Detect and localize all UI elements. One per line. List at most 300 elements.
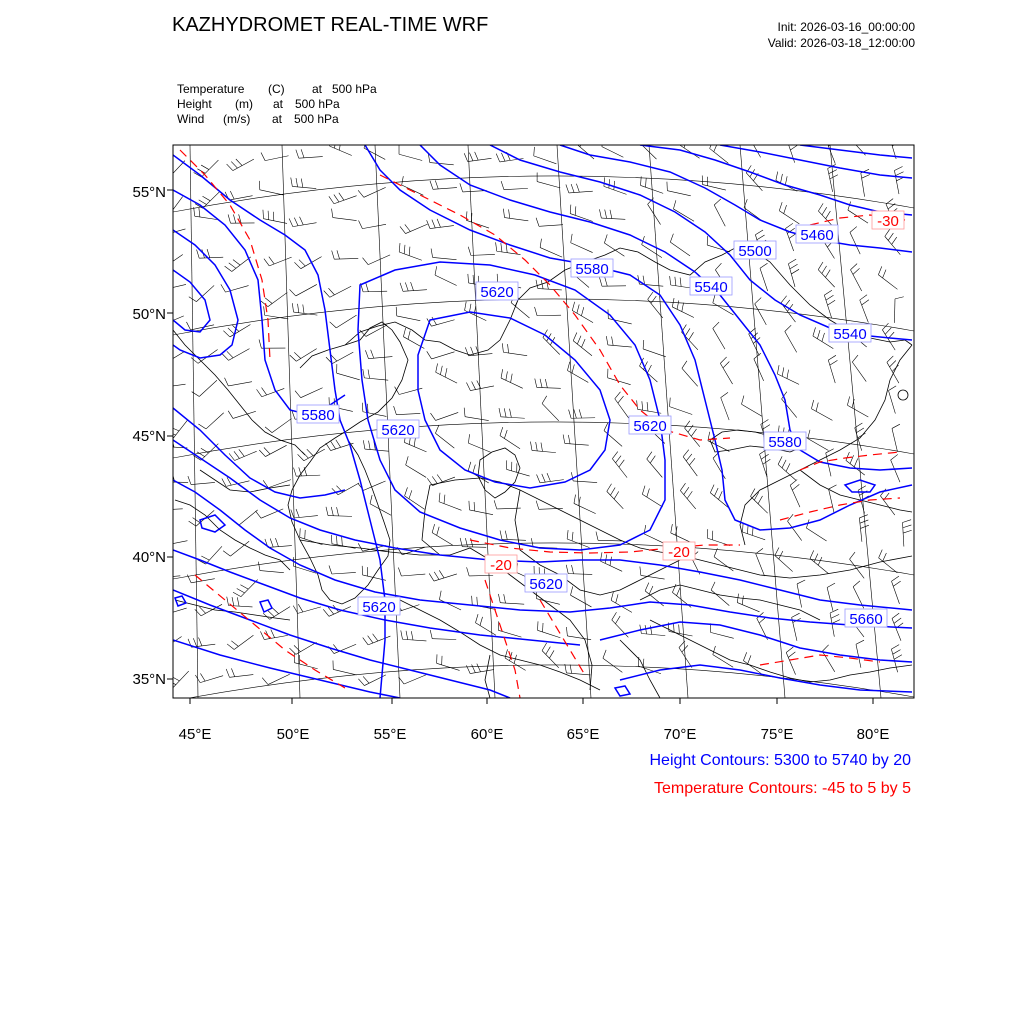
wind-barb-flag (640, 566, 641, 575)
wind-barb-flag (161, 174, 169, 178)
wind-barb (830, 613, 834, 637)
wind-barb-flag (610, 210, 612, 219)
wind-barb-flag (365, 350, 368, 358)
wind-barb-flag (261, 153, 265, 161)
wind-barb-flag (891, 576, 898, 581)
height-label (845, 609, 887, 628)
wind-barb-flag (816, 403, 818, 412)
wind-barb-flag (292, 303, 293, 312)
wind-barb (641, 634, 665, 636)
wind-barb-flag (197, 250, 200, 259)
wind-barb-flag (337, 507, 339, 516)
wind-barb-flag (471, 538, 473, 547)
wind-barb-flag (891, 454, 898, 460)
height-label (764, 432, 806, 451)
wind-barb-flag (893, 650, 901, 655)
wind-barb-flag (826, 295, 834, 300)
height-contour (173, 270, 210, 332)
wind-barb-flag (473, 465, 476, 474)
wind-barb-flag (468, 434, 469, 443)
wind-barb (432, 533, 453, 545)
height-contour (490, 145, 912, 340)
caspian-sea-coast (288, 322, 408, 604)
wind-barb-flag (231, 668, 234, 676)
wind-barb (760, 268, 768, 291)
wind-barb (888, 391, 895, 414)
height-contour (260, 600, 272, 612)
wind-barb-flag (324, 291, 330, 298)
wind-barb (894, 299, 895, 323)
wind-barb-flag (363, 369, 364, 378)
height-label (734, 241, 776, 260)
wind-barb-flag (430, 413, 435, 420)
wind-barb (786, 653, 795, 675)
wind-barb-flag (299, 260, 305, 266)
wind-barb-flag (830, 609, 838, 613)
wind-barb-flag (759, 617, 766, 623)
wind-barb-flag (684, 139, 687, 148)
wind-barb (430, 163, 454, 165)
wind-barb (268, 546, 292, 548)
wind-barb-flag (854, 459, 858, 467)
wind-barb-flag (682, 361, 687, 368)
wind-barb-flag (511, 374, 513, 383)
wind-barb-flag (339, 141, 340, 150)
wind-barb-flag (233, 214, 235, 223)
wind-barb (721, 398, 729, 420)
wind-barb-flag (231, 162, 237, 169)
wind-barb-flag (883, 270, 886, 278)
wind-barb (437, 663, 460, 670)
svg-text:5620: 5620 (480, 284, 514, 301)
height-contour (845, 480, 875, 492)
wind-barb-flag (791, 269, 799, 274)
wind-barb (500, 436, 520, 449)
wind-barb-flag (265, 427, 272, 433)
wind-barb-flag (576, 184, 579, 192)
wind-barb-flag (294, 645, 300, 651)
wind-barb-flag (687, 491, 692, 498)
svg-text:-30: -30 (877, 213, 899, 230)
wind-barb-flag (201, 165, 209, 169)
wind-barb-flag (604, 423, 608, 431)
wind-barb-flag (291, 178, 293, 187)
wind-barb-flag (199, 208, 200, 217)
wind-barb-flag (430, 181, 433, 189)
wind-barb-flag (163, 281, 167, 289)
wind-barb (672, 307, 694, 318)
wind-barb-flag (203, 196, 211, 201)
wind-barb (328, 516, 352, 517)
wind-barb-flag (785, 176, 787, 185)
wind-barb (850, 270, 861, 291)
wind-barb (601, 218, 625, 219)
wind-barb-flag (894, 618, 901, 623)
lat-label-45n: 45°N (132, 428, 166, 445)
wind-barb (368, 357, 392, 359)
wind-barb-flag (223, 551, 230, 556)
wind-barb (571, 595, 592, 607)
wind-barb-flag (368, 636, 373, 643)
wind-barb-flag (198, 424, 206, 429)
wind-barb-flag (879, 550, 883, 558)
wind-barb (710, 493, 729, 508)
wind-barb-flag (536, 218, 539, 227)
wind-barb (574, 503, 596, 513)
wind-barb (234, 635, 253, 649)
wind-barb (436, 412, 459, 420)
wind-barb-flag (199, 638, 202, 646)
wind-barb-flag (817, 330, 820, 339)
wind-barb (433, 257, 457, 259)
wind-barb-flag (536, 442, 538, 451)
wind-barb-flag (303, 304, 304, 313)
wind-barb-flag (776, 172, 778, 181)
wind-barb-flag (829, 485, 837, 489)
wind-barb-flag (472, 665, 476, 673)
wind-barb (471, 254, 495, 255)
wind-barb-flag (445, 368, 447, 377)
wind-barb-flag (614, 181, 615, 190)
wind-barb (363, 481, 385, 490)
wind-barb-flag (903, 525, 912, 528)
wind-barb-flag (537, 475, 540, 483)
wind-barb-flag (331, 507, 333, 516)
wind-barb (720, 363, 732, 384)
chart-title: KAZHYDROMET REAL-TIME WRF (172, 14, 489, 36)
wind-barb-flag (639, 135, 643, 143)
wind-barb (164, 541, 188, 546)
wind-barb (608, 319, 631, 324)
wind-barb-flag (612, 452, 617, 459)
wind-barb (615, 399, 629, 418)
wind-barb (827, 588, 833, 611)
wind-barb-flag (401, 630, 403, 639)
wind-barb (537, 387, 561, 388)
wind-barb-flag (298, 604, 303, 612)
height-label (377, 420, 419, 439)
wind-barb-flag (236, 159, 242, 166)
wind-barb-flag (259, 450, 265, 457)
wind-barb (233, 411, 256, 418)
wind-barb-flag (792, 484, 799, 490)
wind-barb-flag (892, 424, 900, 428)
wind-barb (811, 409, 832, 421)
wind-barb (538, 289, 562, 290)
wind-barb-flag (775, 547, 779, 555)
wind-barb-flag (647, 402, 648, 411)
wind-barb-flag (158, 228, 163, 236)
wind-barb-flag (406, 456, 409, 465)
wind-barb-flag (605, 210, 607, 219)
wind-barb-flag (878, 266, 881, 274)
wind-barb (368, 255, 390, 265)
wind-barb (233, 159, 254, 170)
wind-barb-flag (270, 539, 273, 547)
wind-barb-flag (411, 282, 414, 291)
height-label (796, 225, 838, 244)
wind-barb (710, 632, 733, 638)
wind-barb (432, 639, 456, 640)
wind-barb (191, 579, 215, 583)
wind-barb (463, 191, 487, 192)
wind-barb-flag (307, 449, 313, 455)
wind-barb-flag (761, 420, 769, 425)
wind-barb (364, 378, 388, 380)
wind-barb-flag (465, 302, 467, 311)
wind-barb (751, 496, 768, 513)
wind-barb (847, 405, 868, 417)
wind-barb-flag (743, 652, 746, 660)
height-contour (173, 590, 510, 698)
wind-barb-flag (859, 515, 867, 518)
wind-barb-flag (290, 355, 297, 361)
wind-barb-flag (399, 243, 400, 252)
wind-barb-flag (240, 585, 248, 589)
wind-barb (199, 257, 223, 258)
wind-barb-flag (329, 196, 334, 203)
wind-barb-flag (846, 452, 850, 460)
wind-barb-flag (615, 392, 621, 399)
wind-barb-flag (227, 597, 229, 606)
wind-barb-flag (781, 174, 783, 183)
wind-barb-flag (501, 243, 502, 252)
wind-barb-flag (329, 565, 332, 574)
wind-barb-flag (536, 501, 539, 510)
wind-barb (810, 559, 829, 574)
wind-barb (396, 413, 420, 414)
wind-barb-flag (437, 527, 440, 536)
wind-barb (475, 623, 495, 636)
wind-barb-flag (409, 490, 412, 499)
wind-barb-flag (273, 212, 274, 221)
wind-barb (296, 349, 316, 362)
height-contour (173, 230, 238, 358)
wind-barb-flag (153, 569, 156, 577)
wind-barb (707, 245, 730, 252)
lat-label-35n: 35°N (132, 671, 166, 688)
wind-barb-flag (162, 473, 164, 482)
height-label (525, 574, 567, 593)
wind-barb (156, 576, 180, 578)
wind-barb-flag (298, 304, 299, 313)
wind-barb-flag (895, 297, 904, 299)
wind-barb-flag (571, 586, 573, 595)
wind-barb-flag (500, 427, 503, 436)
wind-barb (164, 608, 187, 615)
wind-barb-flag (779, 202, 782, 211)
wind-barb-flag (195, 609, 201, 616)
wind-barb-flag (400, 283, 403, 292)
wind-barb-flag (710, 485, 714, 493)
wind-barb-flag (408, 331, 410, 340)
wind-barb-flag (510, 409, 512, 418)
wind-barb-flag (296, 509, 299, 517)
wind-barb-flag (599, 209, 601, 218)
wind-barb (430, 226, 454, 229)
wind-barb-flag (169, 279, 173, 287)
wind-barb-flag (160, 537, 164, 545)
wind-barb-flag (233, 260, 240, 265)
wind-barb-flag (785, 325, 791, 331)
wind-barb-flag (439, 591, 441, 600)
wind-barb-flag (358, 543, 362, 551)
wind-barb (644, 534, 666, 544)
wind-barb (788, 521, 802, 540)
wind-barb-flag (199, 200, 207, 205)
wind-barb-flag (466, 383, 470, 391)
wind-barb-flag (291, 510, 294, 518)
meridian-line (468, 145, 495, 698)
field-level: 500 hPa (294, 112, 339, 126)
wind-barb-flag (440, 366, 442, 375)
wind-barb-flag (336, 440, 341, 448)
wind-barb-flag (411, 631, 413, 640)
turkey-border (175, 600, 290, 620)
svg-text:5620: 5620 (633, 418, 667, 435)
wind-barb-flag (853, 581, 860, 587)
wind-barb-flag (475, 152, 478, 160)
wind-barb-flag (228, 411, 233, 419)
wind-barb-flag (163, 226, 168, 234)
wind-barb-flag (605, 277, 607, 286)
wind-barb-flag (468, 462, 471, 471)
wind-barb-flag (275, 538, 278, 546)
wind-barb-flag (888, 233, 893, 240)
wind-barb-flag (436, 363, 438, 372)
wind-barb (336, 315, 356, 328)
wind-barb-flag (856, 640, 864, 644)
wind-barb-flag (677, 300, 679, 309)
wind-barb (806, 528, 826, 541)
wind-barb-flag (237, 588, 245, 592)
wind-barb-flag (616, 594, 618, 603)
wind-barb-flag (232, 597, 234, 606)
wind-barb-flag (755, 298, 761, 304)
wind-barb-flag (649, 586, 653, 594)
wind-barb (228, 382, 252, 386)
wind-barb (469, 510, 493, 515)
wind-barb-flag (409, 247, 410, 256)
wind-barb-flag (237, 597, 239, 606)
wind-barb-flag (723, 362, 729, 368)
temperature-contour (195, 575, 345, 688)
wind-barb (235, 451, 257, 460)
field-at: at (272, 112, 283, 126)
wind-barb-flag (294, 352, 301, 358)
wind-barb-flag (827, 583, 835, 587)
wind-barb-flag (342, 537, 343, 546)
wind-barb-flag (189, 521, 196, 526)
wind-barb-flag (850, 227, 857, 233)
wind-barb (603, 658, 622, 672)
wind-barb-flag (850, 264, 857, 270)
wind-barb-flag (572, 532, 573, 541)
wind-barb-flag (231, 641, 238, 647)
wind-barb-flag (670, 234, 673, 242)
field-unit: (m/s) (223, 112, 251, 126)
wind-barb (404, 675, 426, 684)
wind-barb (775, 555, 793, 571)
wind-barb (261, 509, 283, 518)
wind-barb (542, 404, 559, 421)
height-contour (200, 515, 225, 532)
wind-barb-flag (228, 328, 235, 334)
wind-barb-flag (335, 139, 336, 148)
wind-barb-flag (373, 634, 378, 641)
wind-barb (263, 219, 287, 224)
wind-barb-flag (581, 307, 583, 316)
lat-axis-labels (132, 184, 166, 688)
wind-barb (229, 196, 253, 200)
wind-barb-flag (647, 365, 651, 373)
wind-barb-flag (396, 307, 397, 316)
wind-barb (566, 673, 590, 675)
wind-barb-flag (542, 643, 547, 651)
wind-barb-flag (406, 631, 408, 640)
wind-barb-flag (156, 502, 159, 511)
wind-barb-flag (506, 244, 507, 253)
wind-barb (364, 187, 386, 197)
wind-barb-flag (222, 354, 228, 360)
wind-barb-flag (503, 209, 504, 218)
wind-barb (737, 603, 759, 612)
wind-barb-flag (530, 442, 532, 451)
wind-barb-flag (565, 664, 567, 673)
lake-marker (898, 390, 908, 400)
lon-axis-labels (179, 726, 890, 743)
wind-barb-flag (847, 396, 849, 405)
wind-barb (330, 146, 352, 155)
wind-barb-flag (369, 441, 371, 450)
wind-barb (850, 232, 860, 254)
field-name: Temperature (177, 82, 245, 96)
wind-barb (647, 459, 663, 477)
wind-barb (300, 537, 323, 544)
wind-barb-flag (427, 351, 432, 359)
wind-barb-flag (405, 224, 411, 231)
wind-barb-flag (575, 206, 576, 215)
wind-barb-flag (596, 532, 598, 541)
wind-barb-flag (830, 175, 838, 179)
lon-label-45e: 45°E (178, 726, 212, 743)
wind-barb (404, 442, 426, 451)
wind-barb-flag (358, 190, 364, 197)
wind-barb-flag (573, 333, 577, 341)
wind-barb-flag (435, 180, 438, 188)
wind-barb-flag (680, 278, 681, 287)
wind-barb-flag (566, 184, 569, 192)
wind-barb (397, 316, 421, 321)
wind-barb-flag (712, 531, 713, 540)
wind-barb-flag (509, 209, 510, 218)
height-contour (560, 145, 912, 252)
wind-barb (818, 270, 834, 287)
wind-barb-flag (337, 250, 340, 259)
wind-barb-flag (430, 630, 432, 639)
wind-barb (172, 420, 187, 439)
wind-barb-flag (502, 343, 503, 352)
wind-barb (334, 258, 358, 259)
wind-barb-flag (439, 493, 440, 502)
wind-barb (573, 341, 592, 356)
wind-barb-flag (824, 290, 832, 295)
wind-barb-flag (171, 427, 179, 431)
wind-barb (399, 252, 422, 260)
wind-barb-flag (168, 225, 173, 233)
wind-barb-flag (366, 283, 369, 292)
wind-barb (539, 508, 563, 509)
